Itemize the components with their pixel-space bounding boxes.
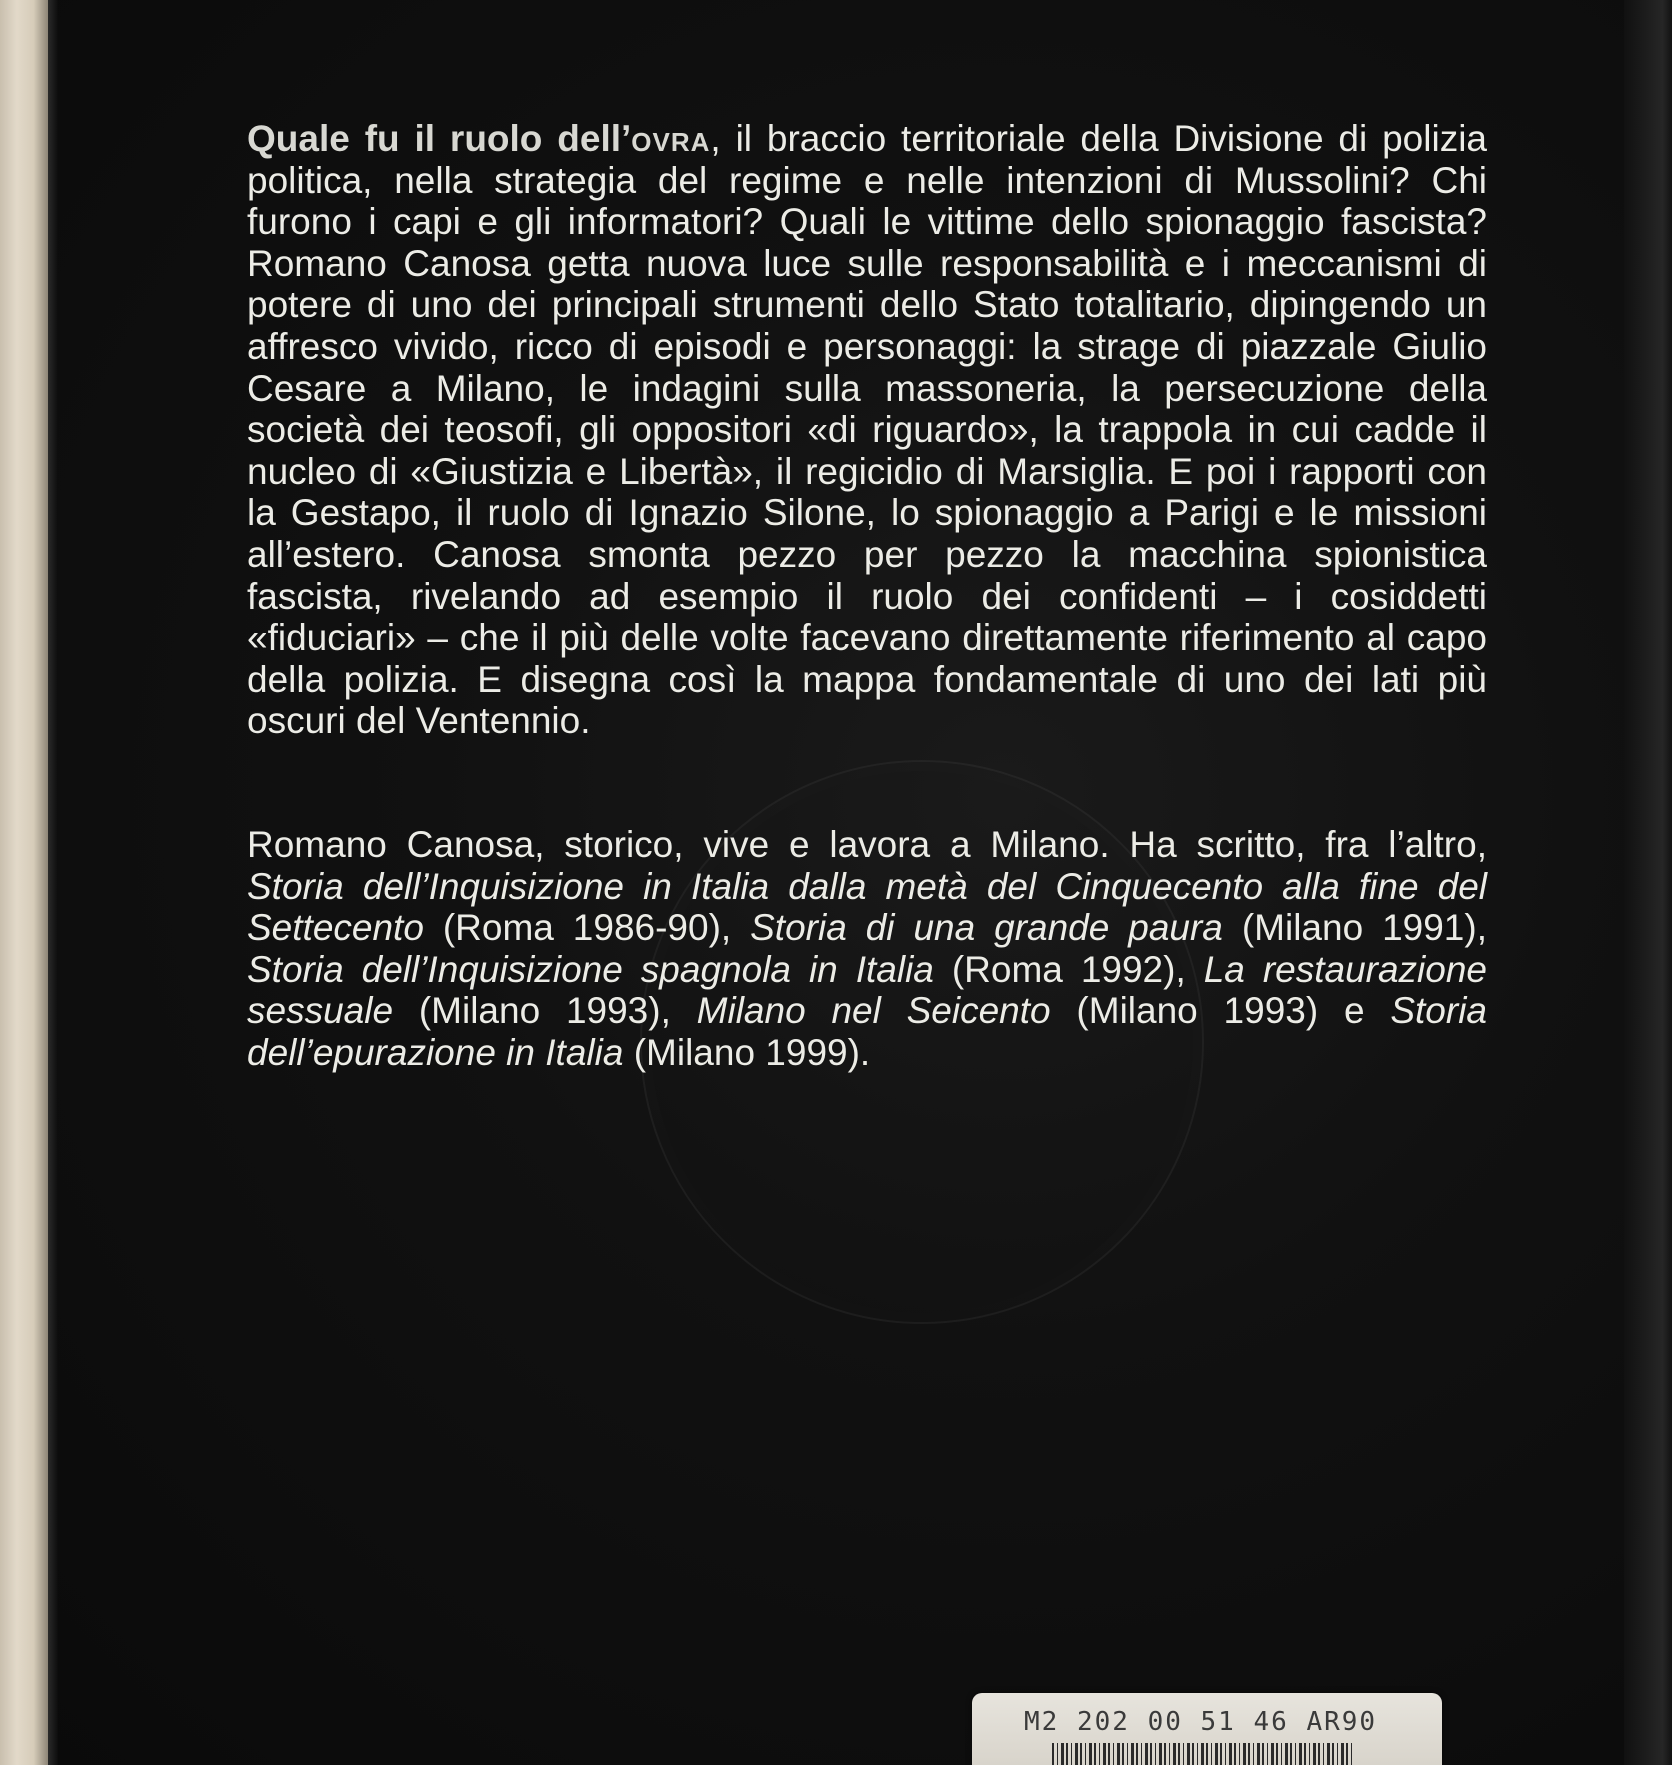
- ovra-acronym: ovra: [631, 118, 711, 159]
- book-title: Storia dell’Inquisizione spagnola in Italia: [247, 948, 934, 990]
- book-title: Storia di una grande paura: [750, 907, 1223, 949]
- book-title: Storia dell’Inquisizione in Italia dalla metà del Cinquecento alla fine del Settecento: [247, 865, 1487, 949]
- library-barcode-sticker: [972, 1693, 1442, 1765]
- synopsis-text-body: , il braccio territoriale della Divisione di polizia politica, nella strategia del regime e nelle intenzioni di Mussolini? Chi furono i capi e gli informatori? Quali le vittime dello spionaggio fascista? Romano Canosa getta nuova luce sulle responsabilità e i meccanismi di potere di uno dei principali strumenti dello Stato totalitario, dipingendo un affresco vivido, ricco di episodi e personaggi: la strage di piazzale Giulio Cesare a Milano, le indagini sulla massoneria, la persecuzione della società dei teosofi, gli oppositori «di riguardo», la trappola in cui cadde il nucleo di «Giustizia e Libertà», il regicidio di Marsiglia. E poi i rapporti con la Gestapo, il ruolo di Ignazio Silone, lo spionaggio a Parigi e le missioni all’estero. Canosa smonta pezzo per pezzo la macchina spionistica fascista, rivelando ad esempio il ruolo dei confidenti – i cosiddetti «fiduciari» – che il più delle volte facevano direttamente riferimento al capo della polizia. E disegna così la mappa fondamentale di uno dei lati più oscuri del Ventennio.: [247, 118, 1487, 742]
- spine-shadow: [48, 0, 58, 1765]
- book-title: Milano nel Seicento: [696, 990, 1051, 1032]
- synopsis-paragraph: [247, 118, 1487, 742]
- bio-intro: Romano Canosa, storico, vive e lavora a Milano. Ha scritto, fra l’altro,: [247, 824, 1487, 865]
- book-details: (Roma 1992),: [933, 948, 1204, 990]
- book-details: (Milano 1993),: [393, 990, 697, 1032]
- sticker-code: M2 202 00 51 46 AR90: [1024, 1707, 1378, 1737]
- page-edge-left: [0, 0, 48, 1765]
- book-title: Storia dell’epurazione in Italia: [247, 990, 1487, 1073]
- synopsis-text-start: Quale fu il ruolo dell’: [247, 118, 632, 159]
- book-title: La restaurazione sessuale: [247, 948, 1488, 1032]
- book-details: (Milano 1999).: [623, 1031, 871, 1073]
- book-details: (Milano 1991),: [1222, 907, 1487, 949]
- page-edge-right: [1624, 0, 1672, 1765]
- book-details: (Roma 1986-90),: [423, 907, 751, 949]
- barcode: [1052, 1743, 1352, 1765]
- book-details: (Milano 1993) e: [1050, 990, 1391, 1032]
- author-bio-paragraph: [247, 824, 1487, 1074]
